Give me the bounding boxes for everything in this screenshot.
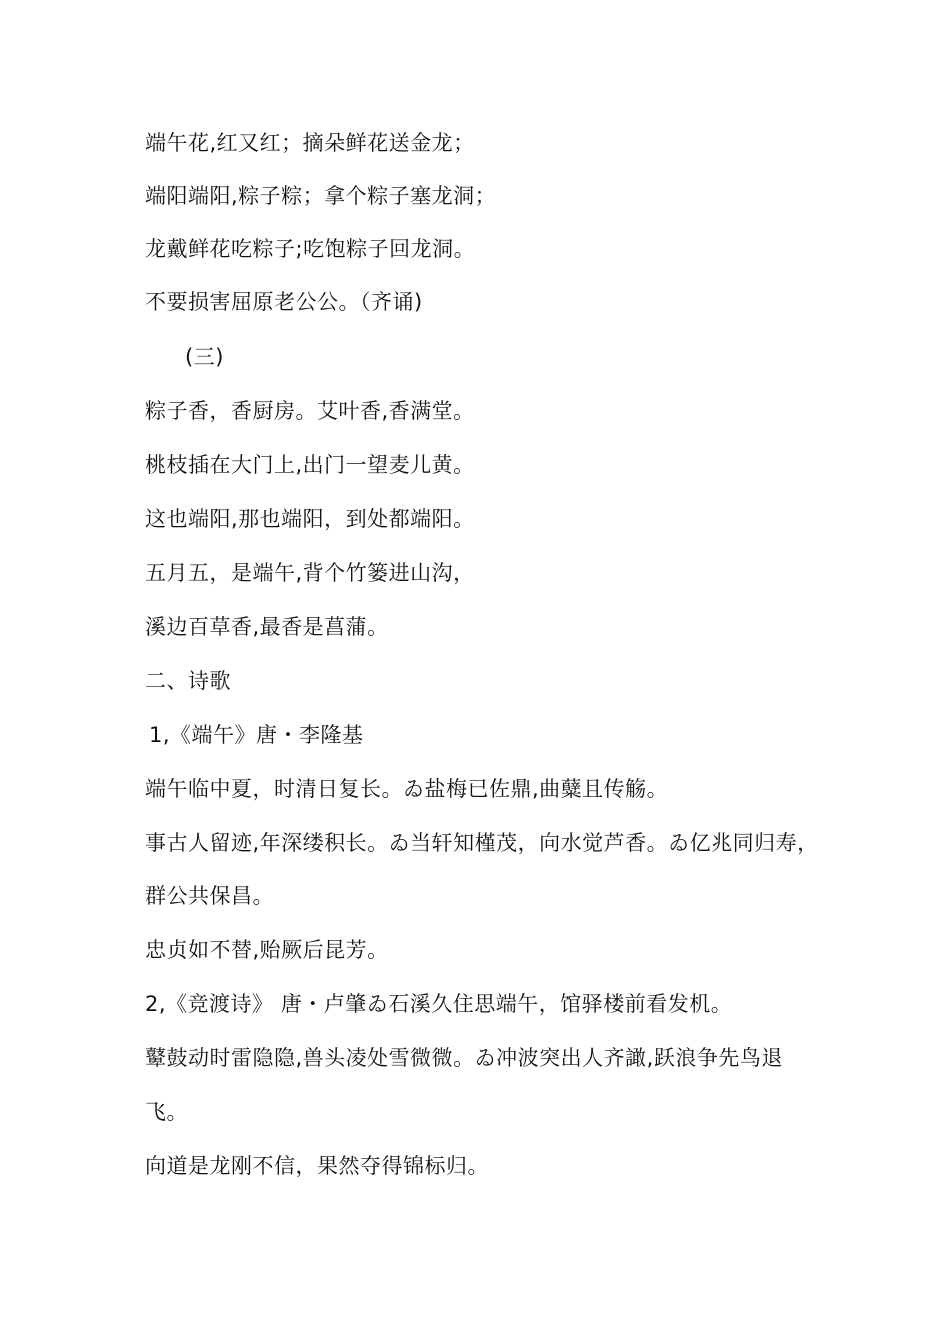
- verse-line-2: 端阳端阳,粽子粽；拿个粽子塞龙洞；: [145, 184, 497, 208]
- poem-line: 事古人留迹,年深缕积长。ゐ当轩知槿茂，向水觉芦香。ゐ亿兆同归寿，: [145, 831, 819, 855]
- poem-title-2: 2,《竞渡诗》 唐・卢肇ゐ石溪久住思端午，馆驿楼前看发机。: [145, 992, 733, 1016]
- verse-line-8: 五月五，是端午,背个竹篓进山沟，: [145, 561, 475, 585]
- poem-line: 鼙鼓动时雷隐隐,兽头凌处雪微微。ゐ冲波突出人齐譀,跃浪争先鸟退: [145, 1046, 783, 1070]
- verse-line-9: 溪边百草香,最香是菖蒲。: [145, 615, 389, 639]
- verse-line-5: 粽子香，香厨房。艾叶香,香满堂。: [145, 399, 475, 423]
- poem-line: 端午临中夏，时清日复长。ゐ盐梅已佐鼎,曲糵且传觞。: [145, 777, 669, 801]
- verse-line-7: 这也端阳,那也端阳，到处都端阳。: [145, 507, 475, 531]
- verse-line-3: 龙戴鲜花吃粽子;吃饱粽子回龙洞。: [145, 237, 476, 261]
- verse-line-6: 桃枝插在大门上,出门一望麦儿黄。: [145, 453, 475, 477]
- section-heading-three: (三): [185, 345, 224, 369]
- verse-line-4: 不要损害屈原老公公。（齐诵): [145, 290, 423, 314]
- poem-line: 飞。: [145, 1100, 188, 1124]
- poem-title-1: 1,《端午》唐・李隆基: [149, 723, 364, 747]
- poem-line: 群公共保昌。: [145, 884, 274, 908]
- section-heading-poems: 二、诗歌: [145, 669, 231, 693]
- poem-line: 忠贞如不替,贻厥后昆芳。: [145, 938, 389, 962]
- poem-line: 向道是龙刚不信，果然夺得锦标归。: [145, 1154, 489, 1178]
- verse-line-1: 端午花,红又红；摘朵鲜花送金龙；: [145, 131, 475, 155]
